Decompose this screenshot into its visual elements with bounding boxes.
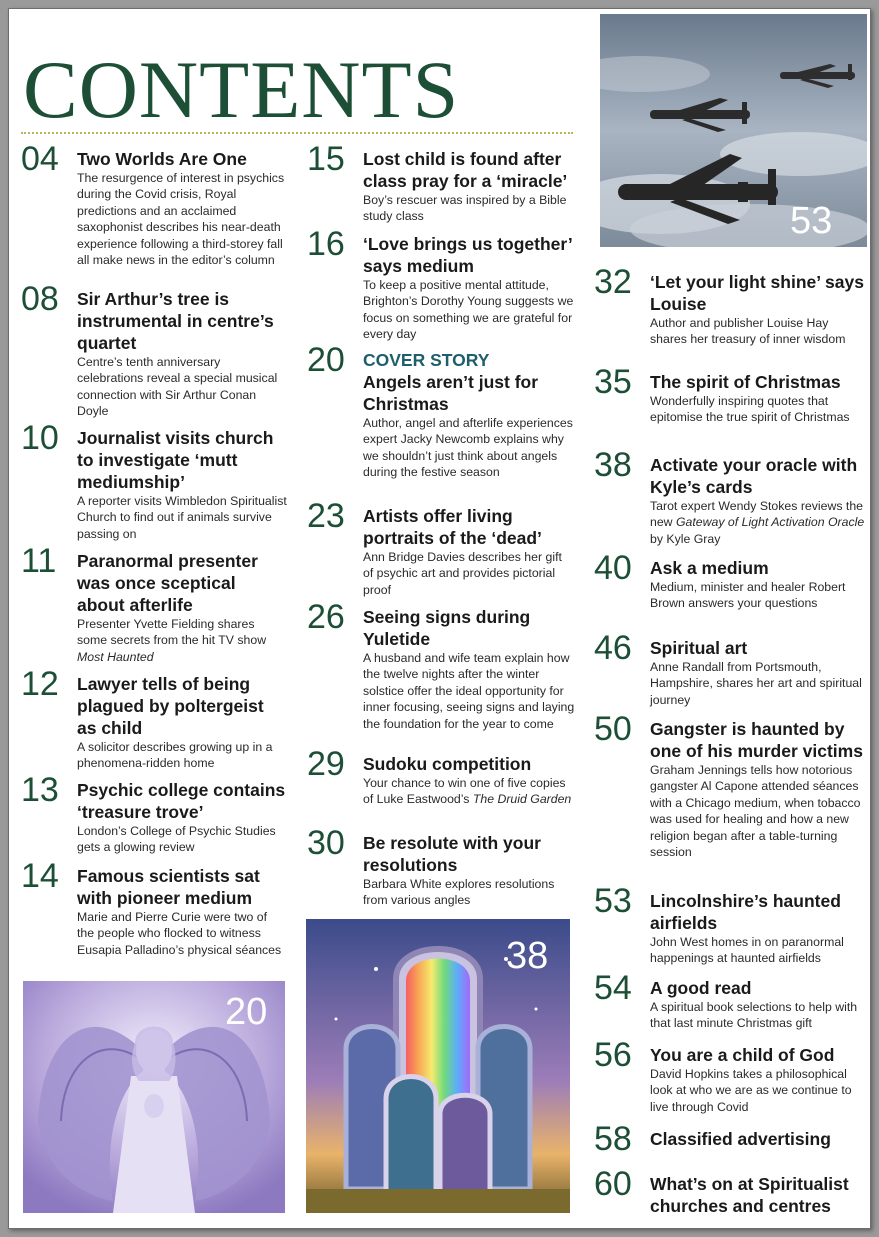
- entry-description: [77, 909, 287, 958]
- entry-body: [363, 148, 575, 225]
- entry-description-text: Author, angel and afterlife experiences expert Jacky Newcomb explains why we shouldn’t just think about angels during the festive season: [363, 416, 573, 480]
- page-number: 60: [594, 1165, 632, 1203]
- entry-body: [650, 1128, 865, 1150]
- entry-body: [650, 271, 865, 348]
- planes-page-number: 53: [790, 200, 833, 242]
- entry-title: Sudoku competition: [363, 754, 532, 774]
- entry-body: [650, 1044, 865, 1115]
- entry-description-text: A husband and wife team explain how the twelve nights after the winter solstice offer the ideal opportunity for inner focusing, seeing signs and laying the foundation for the year to come: [363, 651, 575, 731]
- page-number: 38: [594, 446, 632, 484]
- entry-description-text: Wonderfully inspiring quotes that epitomise the true spirit of Christmas: [650, 394, 850, 425]
- page-number: 04: [21, 140, 59, 178]
- page-number: 53: [594, 882, 632, 920]
- page-number: 11: [21, 542, 57, 580]
- entry-description-italic: Gateway of Light Activation Oracle: [675, 515, 865, 530]
- entry-body: [363, 606, 575, 732]
- page-number: 16: [307, 225, 345, 263]
- entry-description-text: Tarot expert Wendy Stokes reviews the new: [650, 499, 864, 530]
- entry-body: [650, 718, 865, 860]
- entry-description-text: Medium, minister and healer Robert Brown answers your questions: [650, 580, 846, 611]
- entry-description-text: A reporter visits Wimbledon Spiritualist Church to find out if animals survive passing on: [77, 494, 287, 541]
- entry-description-after: by Kyle Gray: [650, 531, 721, 546]
- entry-description-text: Anne Randall from Portsmouth, Hampshire, shares her art and spiritual journey: [650, 660, 862, 707]
- page-number: 54: [594, 969, 632, 1007]
- entry-title: The spirit of Christmas: [650, 372, 841, 392]
- angel-image: [23, 981, 285, 1213]
- entry-description: [77, 170, 287, 268]
- entry-description-text: London’s College of Psychic Studies gets a glowing review: [77, 824, 276, 855]
- page-number: 14: [21, 857, 59, 895]
- page-number: 10: [21, 419, 59, 457]
- entry-description: [363, 876, 575, 909]
- entry-body: [77, 865, 287, 958]
- entry-body: [77, 148, 287, 268]
- entry-title: ‘Let your light shine’ says Louise: [650, 272, 864, 314]
- entry-title: Seeing signs during Yuletide: [363, 607, 531, 649]
- entry-description-text: Author and publisher Louise Hay shares her treasury of inner wisdom: [650, 316, 846, 347]
- entry-body: [77, 288, 287, 420]
- entry-description: [363, 192, 575, 225]
- entry-description-text: Boy’s rescuer was inspired by a Bible study class: [363, 193, 567, 224]
- entry-description-text: Barbara White explores resolutions from various angles: [363, 877, 555, 908]
- entry-title: A good read: [650, 978, 752, 998]
- entry-body: [77, 779, 287, 856]
- entry-title: Famous scientists sat with pioneer medium: [77, 866, 260, 908]
- entry-description-text: Your chance to win one of five copies of Luke Eastwood’s: [363, 776, 566, 807]
- entry-description-text: John West homes in on paranormal happenings at haunted airfields: [650, 935, 844, 966]
- entry-description: [650, 999, 865, 1032]
- entry-body: [77, 427, 287, 542]
- entry-body: [363, 832, 575, 909]
- entry-title: Ask a medium: [650, 558, 769, 578]
- bomber-planes-image: [600, 14, 867, 247]
- entry-description: [363, 775, 575, 808]
- entry-title: Lost child is found after class pray for a ‘miracle’: [363, 149, 568, 191]
- entry-body: [363, 349, 575, 481]
- entry-title: Classified advertising: [650, 1129, 831, 1149]
- page-number: 23: [307, 497, 345, 535]
- entry-description-text: Marie and Pierre Curie were two of the people who flocked to witness Eusapia Palladino’s physical séances: [77, 910, 282, 957]
- page-title: CONTENTS: [23, 44, 460, 135]
- entry-description: [77, 616, 287, 665]
- entry-description-text: David Hopkins takes a philosophical look at who we are as we continue to live through Covid: [650, 1067, 852, 1114]
- entry-description: [77, 493, 287, 542]
- page-number: 32: [594, 263, 632, 301]
- page-number: 56: [594, 1036, 632, 1074]
- oracle-page-number: 38: [506, 935, 549, 977]
- page-number: 30: [307, 824, 345, 862]
- entry-description-text: Ann Bridge Davies describes her gift of psychic art and provides pictorial proof: [363, 550, 562, 597]
- entry-description: [650, 498, 865, 547]
- contents-page: [8, 8, 871, 1229]
- entry-description-text: Graham Jennings tells how notorious gangster Al Capone attended séances with a Chicago medium, when tobacco was used for healing and how a new religion began after a table-turning session: [650, 763, 861, 860]
- entry-description-text: Presenter Yvette Fielding shares some secrets from the hit TV show: [77, 617, 267, 648]
- entry-description: [77, 739, 287, 772]
- page-number: 20: [307, 341, 345, 379]
- entry-description: [650, 315, 865, 348]
- angel-page-number: 20: [225, 991, 268, 1033]
- entry-description: [650, 659, 865, 708]
- entry-description: [363, 277, 575, 343]
- entry-title: Lincolnshire’s haunted airfields: [650, 891, 841, 933]
- entry-title: ‘Love brings us together’ says medium: [363, 234, 572, 276]
- entry-body: [77, 550, 287, 665]
- oracle-gateway-image: [306, 919, 570, 1213]
- entry-body: [650, 890, 865, 967]
- entry-body: [650, 557, 865, 612]
- page-number: 40: [594, 549, 632, 587]
- entry-title: What’s on at Spiritualist churches and centres: [650, 1174, 849, 1216]
- page-number: 58: [594, 1120, 632, 1158]
- entry-description-text: A spiritual book selections to help with that last minute Christmas gift: [650, 1000, 858, 1031]
- entry-title: You are a child of God: [650, 1045, 835, 1065]
- entry-description: [363, 549, 575, 598]
- entry-body: [650, 454, 865, 547]
- entry-description-italic: Most Haunted: [77, 649, 154, 664]
- entry-description-italic: The Druid Garden: [472, 792, 572, 807]
- entry-title: Artists offer living portraits of the ‘dead’: [363, 506, 542, 548]
- entry-title: Angels aren’t just for Christmas: [363, 372, 539, 414]
- entry-description: [77, 354, 287, 420]
- page-number: 12: [21, 665, 59, 703]
- dotted-divider: [21, 132, 573, 134]
- entry-description-text: The resurgence of interest in psychics during the Covid crisis, Royal predictions and an acclaimed saxophonist describes his near-death experience following a third-storey fall all make news in the editor’s column: [77, 171, 285, 268]
- entry-description: [363, 650, 575, 732]
- entry-kicker: COVER STORY: [363, 350, 490, 370]
- entry-body: [77, 673, 287, 772]
- entry-title: Spiritual art: [650, 638, 748, 658]
- page-number: 46: [594, 629, 632, 667]
- entry-body: [650, 977, 865, 1032]
- entry-body: [363, 505, 575, 598]
- entry-description: [650, 579, 865, 612]
- page-number: 15: [307, 140, 345, 178]
- entry-title: Sir Arthur’s tree is instrumental in centre’s quartet: [77, 289, 274, 353]
- entry-description: [363, 415, 575, 481]
- entry-description: [650, 762, 865, 860]
- entry-body: [650, 371, 865, 426]
- entry-title: Gangster is haunted by one of his murder victims: [650, 719, 863, 761]
- page-number: 35: [594, 363, 632, 401]
- entry-description: [650, 1066, 865, 1115]
- page-number: 08: [21, 280, 59, 318]
- page-number: 13: [21, 771, 59, 809]
- entry-body: [650, 637, 865, 708]
- entry-body: [650, 1173, 865, 1217]
- entry-title: Paranormal presenter was once sceptical about afterlife: [77, 551, 258, 615]
- entry-title: Two Worlds Are One: [77, 149, 247, 169]
- entry-title: Be resolute with your resolutions: [363, 833, 541, 875]
- page-number: 26: [307, 598, 345, 636]
- entry-description: [650, 934, 865, 967]
- entry-description-text: A solicitor describes growing up in a phenomena-ridden home: [77, 740, 273, 771]
- entry-description: [650, 393, 865, 426]
- entry-title: Lawyer tells of being plagued by poltergeist as child: [77, 674, 264, 738]
- page-number: 29: [307, 745, 345, 783]
- entry-title: Psychic college contains ‘treasure trove’: [77, 780, 286, 822]
- entry-description: [77, 823, 287, 856]
- entry-description-text: Centre’s tenth anniversary celebrations reveal a special musical connection with Sir Arthur Conan Doyle: [77, 355, 278, 419]
- entry-body: [363, 233, 575, 343]
- entry-body: [363, 753, 575, 808]
- entry-title: Journalist visits church to investigate ‘mutt mediumship’: [77, 428, 274, 492]
- entry-description-text: To keep a positive mental attitude, Brighton’s Dorothy Young suggests we focus on something we are grateful for every day: [363, 278, 574, 342]
- page-number: 50: [594, 710, 632, 748]
- entry-title: Activate your oracle with Kyle’s cards: [650, 455, 858, 497]
